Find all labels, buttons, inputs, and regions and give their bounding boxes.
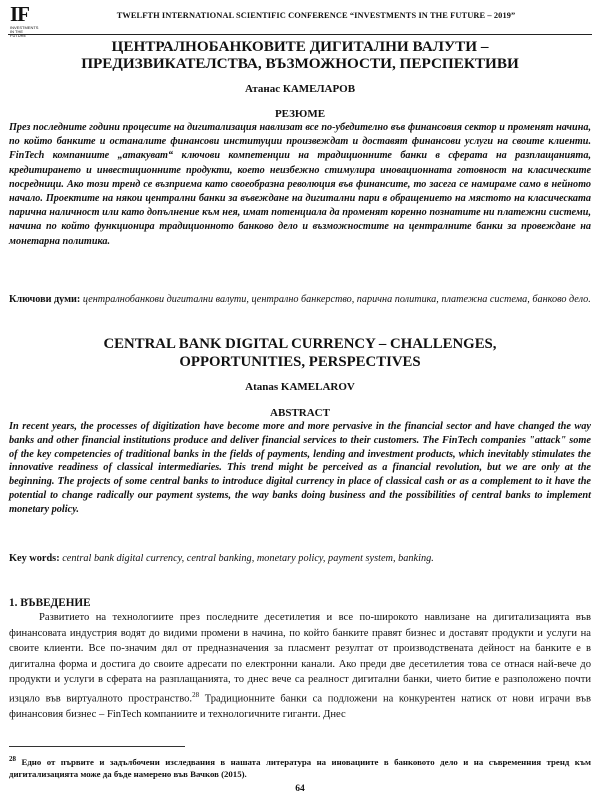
footnote-ref[interactable]: 28 bbox=[192, 690, 200, 699]
section-paragraph bbox=[9, 610, 591, 723]
title-en-line-1: CENTRAL BANK DIGITAL CURRENCY – CHALLENGES, bbox=[103, 336, 497, 352]
title-en-line-2: OPPORTUNITIES, PERSPECTIVES bbox=[179, 354, 421, 370]
keywords-list-bg: централнобанкови дигитални валути, централно банкерство, парична политика, платежна система, банково дело. bbox=[82, 294, 591, 305]
footnote-text: Едно от първите и задълбочени изследвания в нашата литература на иновациите в банковото дело и на съвременния тренд към дигитализацията може да бъде намерено във Вачков (2015). bbox=[9, 756, 591, 779]
abstract-heading-en: ABSTRACT bbox=[270, 407, 330, 419]
keywords-bg bbox=[9, 293, 591, 307]
section-heading: 1. ВЪВЕДЕНИЕ bbox=[9, 597, 91, 609]
title-bg-line-1: ЦЕНТРАЛНОБАНКОВИТЕ ДИГИТАЛНИ ВАЛУТИ – bbox=[111, 38, 489, 55]
title-bg-line-2: ПРЕДИЗВИКАТЕЛСТВА, ВЪЗМОЖНОСТИ, ПЕРСПЕКТИВИ bbox=[81, 55, 519, 72]
abstract-text-bg: През последните години процесите на дигитализация навлизат все по-убедително във финансовия сектор и променят начина, по който банките и останалите финансови институции произвеждат и доставят финансови услуги на своите клиенти. FinTech компаниите „атакуват“ ключови компетенции на традиционните банки в сферата на разплащанията, кредитирането и инвестиционните продукти, което неизбежно стимулира иновационната готовност на класическите посредници. Ако този тренд се възприема като своеобразна революция във финансите, то засега се намираме само в нейното начало. Проектите на някои централни банки за въвеждане на дигитални пари в обращението на мястото на класическата парична наличност или като допълнение към нея, имат потенциала да променят коренно познатите ни платежни системи, начина по който функционира традиционното банково дело и възможностите на централните банки за провеждане на монетарна политика. bbox=[9, 122, 591, 247]
author-en: Atanas KAMELAROV bbox=[245, 381, 355, 393]
footnote bbox=[9, 754, 591, 780]
paragraph-part-1: Развитието на технологиите през последните десетилетия и все по-широкото навлизане на дигитализацията във финансовата индустрия водят до видими промени в начина, по който банките правят бизнес и доставят продукти и услуги на своите клиенти. Все по-значим дял от предназначения за пласмент резултат от производствената дейност на банките е в дигитална форма и достига до своите адресати по електронни канали. Ако преди две десетилетия това се отнася най-вече до продукти и услуги в сферата на разплащанията, то днес вече са реалност дигитални банки, чието битие е разположено почти изцяло във виртуалното пространство. bbox=[9, 612, 591, 705]
page-number: 64 bbox=[295, 784, 305, 794]
keywords-list-en: central bank digital currency, central banking, monetary policy, payment system, banking. bbox=[62, 553, 434, 564]
author-bg: Атанас КАМЕЛАРОВ bbox=[244, 83, 356, 95]
keywords-en bbox=[9, 552, 591, 566]
conference-name: TWELFTH INTERNATIONAL SCIENTIFIC CONFERENCE “INVESTMENTS IN THE FUTURE – 2019” bbox=[116, 11, 516, 20]
footnote-divider bbox=[9, 746, 185, 747]
paper-title-bg bbox=[0, 38, 600, 72]
conference-logo bbox=[8, 2, 39, 38]
keywords-label-bg: Ключови думи: bbox=[9, 294, 81, 305]
abstract-text-en: In recent years, the processes of digitization have become more and more pervasive in the financial sector and have changed the way banks and other financial institutions produce and deliver financial services to their customers. The FinTech companies "attack" some of the key competencies of traditional banks in the fields of payments, lending and investment products, which inevitably stimulates the innovative readiness of classical intermediaries. This trend might be perceived as a financial revolution, but we are only at the beginning. The projects of some central banks to introduce digital currency in place of classical cash or as a complement to it have the potential to change radically our payment systems, the way banks doing business and the possibilities of central banks to implement monetary policy. bbox=[9, 421, 591, 515]
paper-title-en bbox=[0, 335, 600, 371]
logo-subtext: INVESTMENTS IN THE FUTURE bbox=[10, 25, 39, 38]
header-divider bbox=[8, 34, 592, 35]
paragraph-part-2: Традиционните банки са подложени на конкурентен натиск от нови играчи във финансовия бизнес – FinTech компаниите и технологичните гиганти. Днес bbox=[9, 693, 591, 721]
footnote-number: 28 bbox=[9, 755, 16, 763]
logo-mark: IF bbox=[10, 2, 29, 26]
running-header bbox=[8, 2, 592, 38]
keywords-label-en: Key words: bbox=[9, 553, 60, 564]
abstract-heading-bg: РЕЗЮМЕ bbox=[274, 108, 326, 120]
